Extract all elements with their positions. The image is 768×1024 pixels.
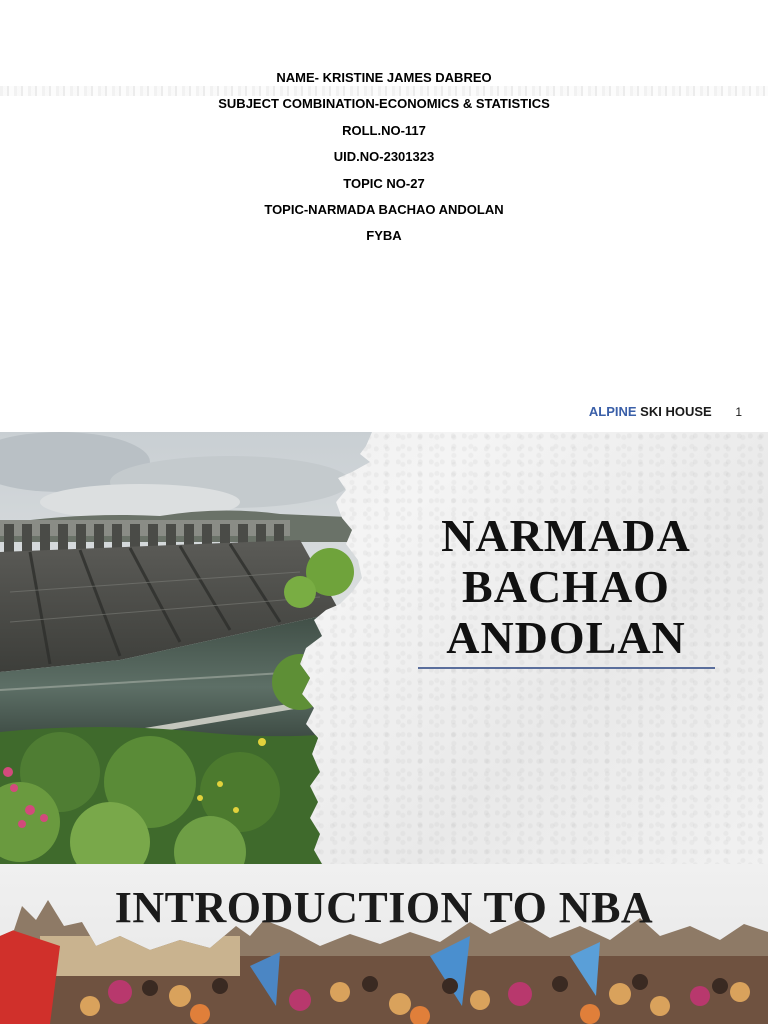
slide-1-title-page [0,0,768,432]
dam-photo [0,432,372,864]
student-name: NAME- KRISTINE JAMES DABREO [276,70,492,85]
topic-number: TOPIC NO-27 [343,175,425,191]
uid-number: UID.NO-2301323 [333,149,435,165]
page-number: 1 [735,405,742,419]
slide-3-introduction [0,864,768,1024]
subject-combination: SUBJECT COMBINATION-ECONOMICS & STATISTICS [218,96,550,112]
roll-number: ROLL.NO-117 [342,122,426,138]
student-info-block [0,68,768,253]
footer-brand-first: ALPINE [588,404,637,419]
topic-name: TOPIC-NARMADA BACHAO ANDOLAN [264,201,504,217]
title-line-3: ANDOLAN [446,612,686,663]
title-line-1: NARMADA [441,510,691,561]
intro-title: INTRODUCTION TO NBA [114,883,654,932]
footer-brand-second: SKI HOUSE [640,404,712,419]
title-underline [418,667,715,669]
slide-footer [589,404,742,419]
slide-2-cover [0,432,768,864]
slide-title [416,510,716,663]
class-name: FYBA [366,228,402,244]
title-line-2: BACHAO [462,561,670,612]
